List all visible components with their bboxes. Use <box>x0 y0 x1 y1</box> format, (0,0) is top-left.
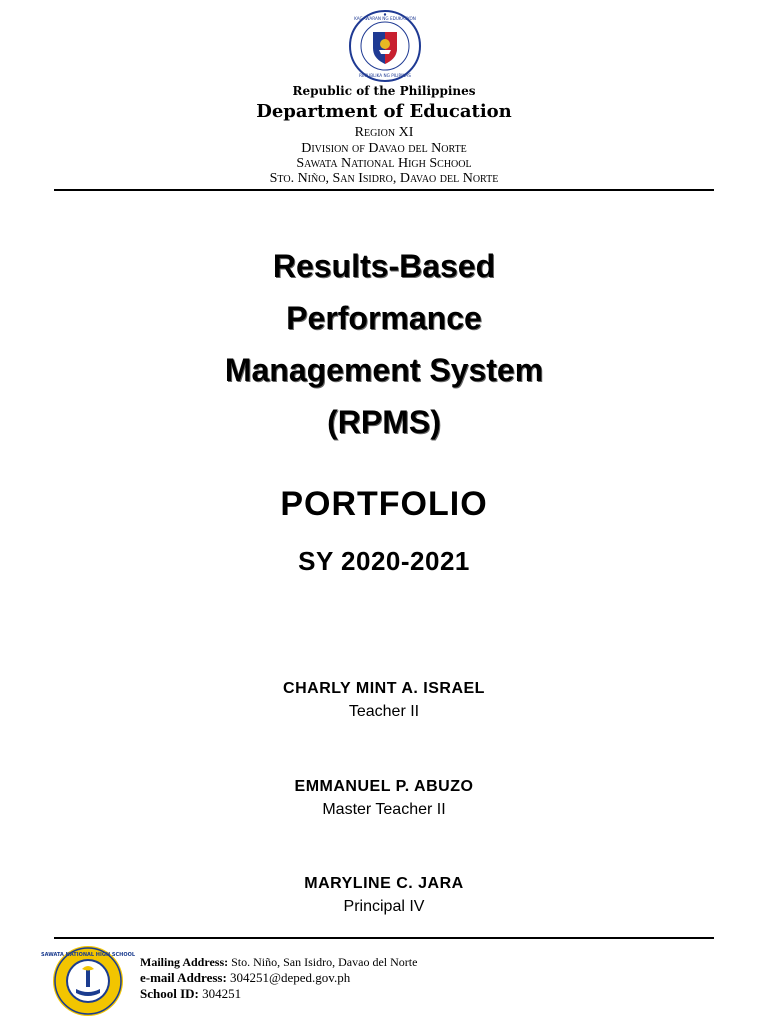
person-role: Teacher II <box>348 703 420 720</box>
title-line-3: Management System <box>224 352 544 388</box>
title-line-2: Performance <box>286 300 482 336</box>
school-logo <box>40 945 136 1017</box>
division-line: Division of Davao del Norte <box>301 141 467 156</box>
person-name: CHARLY MINT A. ISRAEL <box>283 680 485 697</box>
title-line-4: (RPMS) <box>327 404 441 440</box>
footer-divider <box>54 937 714 939</box>
school-name-line: Sawata National High School <box>296 156 472 171</box>
mailing-address: Mailing Address: Sto. Niño, San Isidro, Davao del Norte <box>140 955 418 969</box>
school-year: SY 2020-2021 <box>298 546 470 576</box>
person-name: EMMANUEL P. ABUZO <box>294 778 474 795</box>
person-role: Principal IV <box>343 898 425 915</box>
school-logo-text: SAWATA NATIONAL HIGH SCHOOL <box>40 952 136 958</box>
seal-text-top: KAGAWARAN NG EDUKASYON <box>354 16 416 21</box>
header-divider <box>54 189 714 191</box>
deped-seal-logo <box>349 10 421 82</box>
email-address: e-mail Address: 304251@deped.gov.ph <box>140 970 351 985</box>
portfolio-heading: PORTFOLIO <box>280 485 488 523</box>
region-line: Region XI <box>354 125 414 140</box>
document-title <box>0 240 768 448</box>
school-address-line: Sto. Niño, San Isidro, Davao del Norte <box>269 171 499 186</box>
department-name: Department of Education <box>256 101 512 122</box>
person-name: MARYLINE C. JARA <box>304 875 464 892</box>
republic-line: Republic of the Philippines <box>292 84 476 98</box>
person-role: Master Teacher II <box>322 801 446 818</box>
title-line-1: Results-Based <box>272 248 496 284</box>
school-id: School ID: 304251 <box>140 986 242 1001</box>
footer-contact <box>140 954 417 1002</box>
seal-text-bottom: REPUBLIKA NG PILIPINAS <box>359 73 411 78</box>
